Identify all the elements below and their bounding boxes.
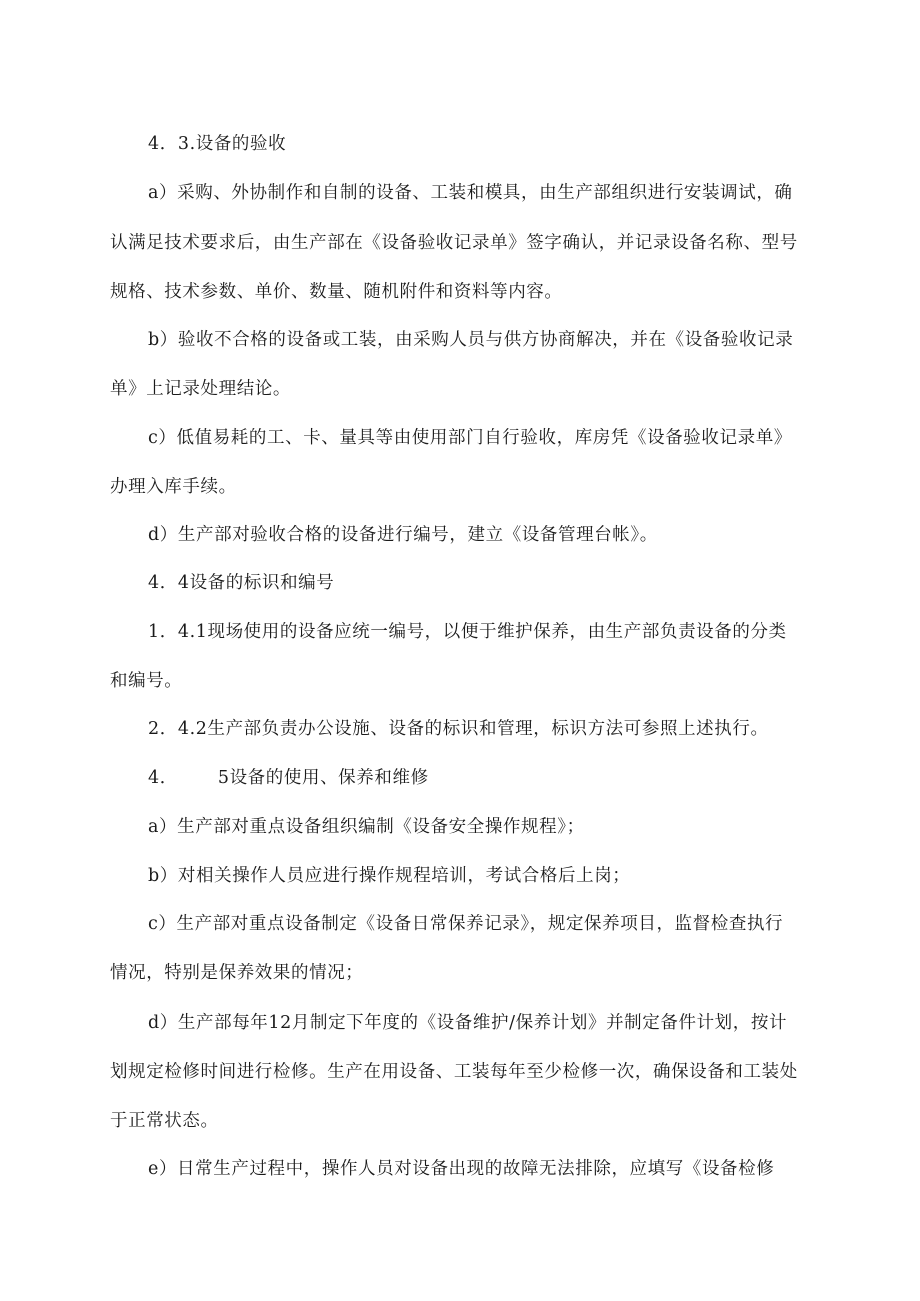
item-4-4-1-line-1: 1．4.1现场使用的设备应统一编号，以便于维护保养，由生产部负责设备的分类: [148, 622, 787, 642]
item-4-3-b-line-2: 单》上记录处理结论。: [110, 379, 291, 399]
item-4-5-c-line-2: 情况，特别是保养效果的情况；: [110, 963, 364, 983]
item-4-3-c-line-2: 办理入库手续。: [110, 477, 237, 497]
item-4-5-e-line-1: e）日常生产过程中，操作人员对设备出现的故障无法排除，应填写《设备检修: [148, 1159, 775, 1179]
item-4-5-c-line-1: c）生产部对重点设备制定《设备日常保养记录》，规定保养项目，监督检查执行: [148, 914, 784, 934]
item-4-3-c-line-1: c）低值易耗的工、卡、量具等由使用部门自行验收，库房凭《设备验收记录单》: [148, 428, 792, 448]
section-4-5-heading-text: 5设备的使用、保养和维修: [217, 768, 429, 788]
item-4-5-d-line-1: d）生产部每年12月制定下年度的《设备维护/保养计划》并制定备件计划，按计: [148, 1013, 788, 1033]
item-4-4-1-line-2: 和编号。: [110, 671, 183, 691]
item-4-3-d-line-1: d）生产部对验收合格的设备进行编号，建立《设备管理台帐》。: [148, 525, 658, 545]
item-4-5-a-line-1: a）生产部对重点设备组织编制《设备安全操作规程》；: [148, 817, 585, 837]
section-4-5-heading-number: 4．: [148, 768, 178, 788]
item-4-5-d-line-2: 划规定检修时间进行检修。生产在用设备、工装每年至少检修一次，确保设备和工装处: [110, 1062, 798, 1082]
item-4-5-b-line-1: b）对相关操作人员应进行操作规程培训，考试合格后上岗；: [148, 866, 631, 886]
item-4-3-a-line-3: 规格、技术参数、单价、数量、随机附件和资料等内容。: [110, 282, 563, 302]
section-4-3-heading: 4．3.设备的验收: [148, 134, 287, 154]
item-4-5-d-line-3: 于正常状态。: [110, 1111, 219, 1131]
section-4-5-heading: [148, 766, 429, 790]
item-4-3-a-line-2: 认满足技术要求后，由生产部在《设备验收记录单》签字确认，并记录设备名称、型号: [110, 233, 798, 253]
item-4-4-2-line-1: 2．4.2生产部负责办公设施、设备的标识和管理，标识方法可参照上述执行。: [148, 719, 769, 739]
item-4-3-b-line-1: b）验收不合格的设备或工装，由采购人员与供方协商解决，并在《设备验收记录: [148, 330, 794, 350]
item-4-3-a-line-1: a）采购、外协制作和自制的设备、工装和模具，由生产部组织进行安装调试，确: [148, 183, 793, 203]
section-4-4-heading: 4．4设备的标识和编号: [148, 573, 335, 593]
